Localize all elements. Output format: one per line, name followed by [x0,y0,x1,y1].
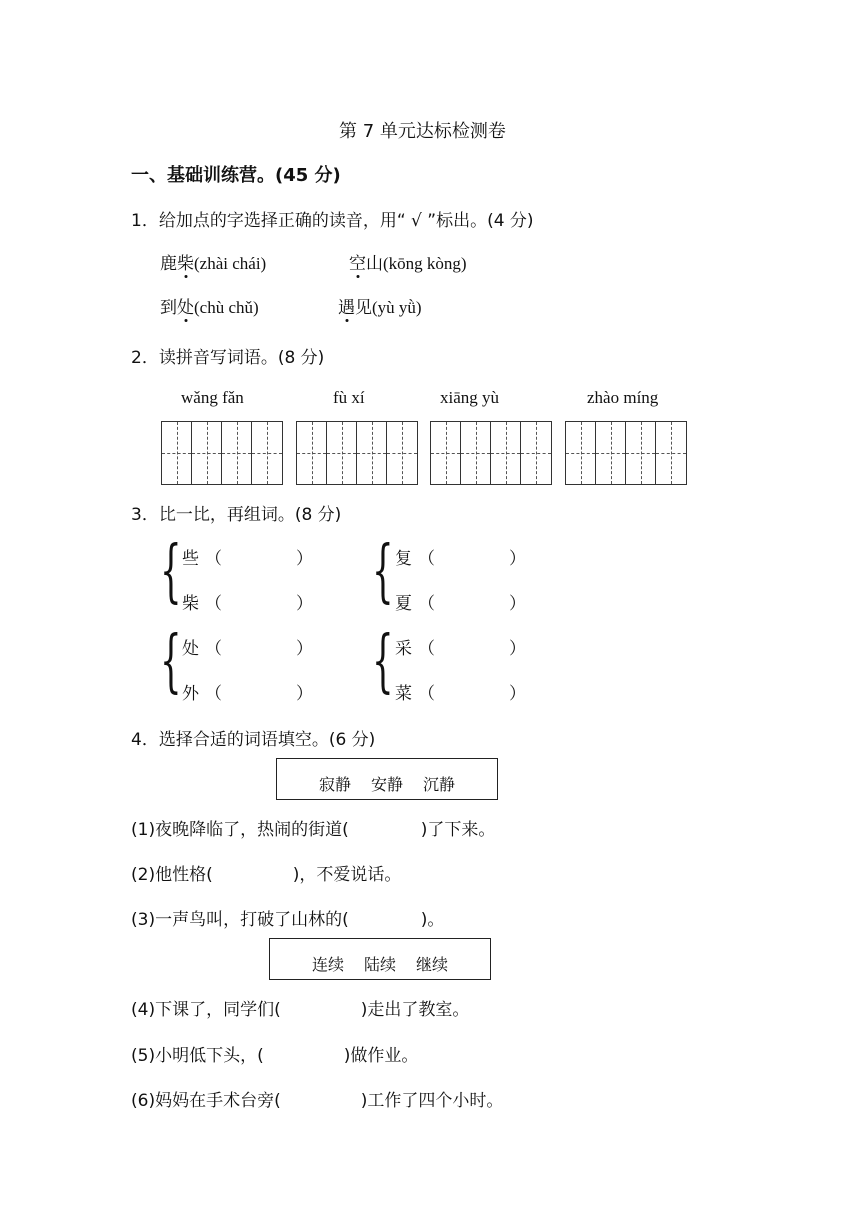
q2-prompt: 2．读拼音写词语。(8 分) [131,348,325,368]
paren-open: （ [418,594,435,614]
fill-line-start: (4)下课了，同学们( [131,1000,281,1020]
dotted-char: 处 [177,293,194,318]
word-choice: 寂静 [318,775,351,794]
fill-line-end: )了下来。 [420,820,496,840]
paren-open: （ [418,639,435,659]
paren-open: （ [205,684,222,704]
compare-char: 些 [182,549,199,569]
fill-line [131,815,495,840]
brace: { [372,532,394,611]
brace: { [372,622,394,701]
writing-grid[interactable] [296,421,418,485]
paren-close: ） [509,549,526,569]
compare-char: 外 [182,684,199,704]
pinyin-label: xiāng yù [440,388,500,407]
q1-item-pre: 鹿 [160,254,177,273]
brace: { [160,622,182,701]
word-choice: 沉静 [423,775,456,794]
fill-line-end: )。 [420,910,445,930]
word-choice: 继续 [416,955,449,974]
q1-item [338,293,422,318]
fill-line [131,860,401,885]
word-choice-box [276,758,498,800]
paren-close: ） [296,594,313,614]
fill-line-start: (3)一声鸟叫，打破了山林的( [131,910,349,930]
word-choice: 安静 [370,775,403,794]
paren-close: ） [509,684,526,704]
paren-close: ） [296,549,313,569]
paren-close: ） [296,639,313,659]
dotted-char: 遇 [338,293,355,318]
paren-open: （ [205,594,222,614]
q4-prompt: 4．选择合适的词语填空。(6 分) [131,730,376,750]
paren-open: （ [418,549,435,569]
fill-line-start: (2)他性格( [131,865,213,885]
pinyin-label: fù xí [333,388,365,407]
writing-grid[interactable] [430,421,552,485]
compare-char: 处 [182,639,199,659]
fill-line [131,995,469,1020]
fill-line-start: (6)妈妈在手术台旁( [131,1091,281,1111]
paren-open: （ [418,684,435,704]
fill-line-end: )走出了教室。 [360,1000,470,1020]
fill-line-start: (5)小明低下头，( [131,1046,264,1066]
paren-close: ） [509,639,526,659]
compare-char: 柴 [182,594,199,614]
pinyin-label: zhào míng [587,388,659,407]
fill-line [131,1086,503,1111]
compare-char: 采 [395,639,412,659]
writing-grid[interactable] [161,421,283,485]
q1-item-options: 见(yù yǜ) [355,298,422,317]
paren-close: ） [296,684,313,704]
q1-item-pre: 到 [160,298,177,317]
q1-prompt: 1．给加点的字选择正确的读音，用“ √ ”标出。(4 分) [131,211,534,231]
paren-close: ） [509,594,526,614]
dotted-char: 空 [349,249,366,274]
compare-char: 菜 [395,684,412,704]
pinyin-label: wǎng fǎn [181,388,244,407]
section-heading: 一、基础训练营。(45 分) [131,165,341,186]
word-choice-box [269,938,491,980]
q1-item-options: (zhài chái) [194,254,267,273]
writing-grid[interactable] [565,421,687,485]
fill-line-end: )，不爱说话。 [292,865,402,885]
dotted-char: 柴 [177,249,194,274]
fill-line-start: (1)夜晚降临了，热闹的街道( [131,820,349,840]
q1-item-options: 山(kōng kòng) [366,254,467,273]
fill-line [131,1041,418,1066]
q1-item [349,249,467,274]
fill-line [131,905,444,930]
q3-prompt: 3．比一比，再组词。(8 分) [131,505,342,525]
q1-item [160,293,259,318]
fill-line-end: )做作业。 [343,1046,419,1066]
compare-char: 夏 [395,594,412,614]
word-choice: 陆续 [363,955,396,974]
q1-item-options: (chù chǔ) [194,298,259,317]
brace: { [160,532,182,611]
compare-char: 复 [395,549,412,569]
q1-item [160,249,266,274]
page-title: 第 7 单元达标检测卷 [339,121,506,142]
fill-line-end: )工作了四个小时。 [360,1091,504,1111]
word-choice: 连续 [311,955,344,974]
paren-open: （ [205,549,222,569]
paren-open: （ [205,639,222,659]
